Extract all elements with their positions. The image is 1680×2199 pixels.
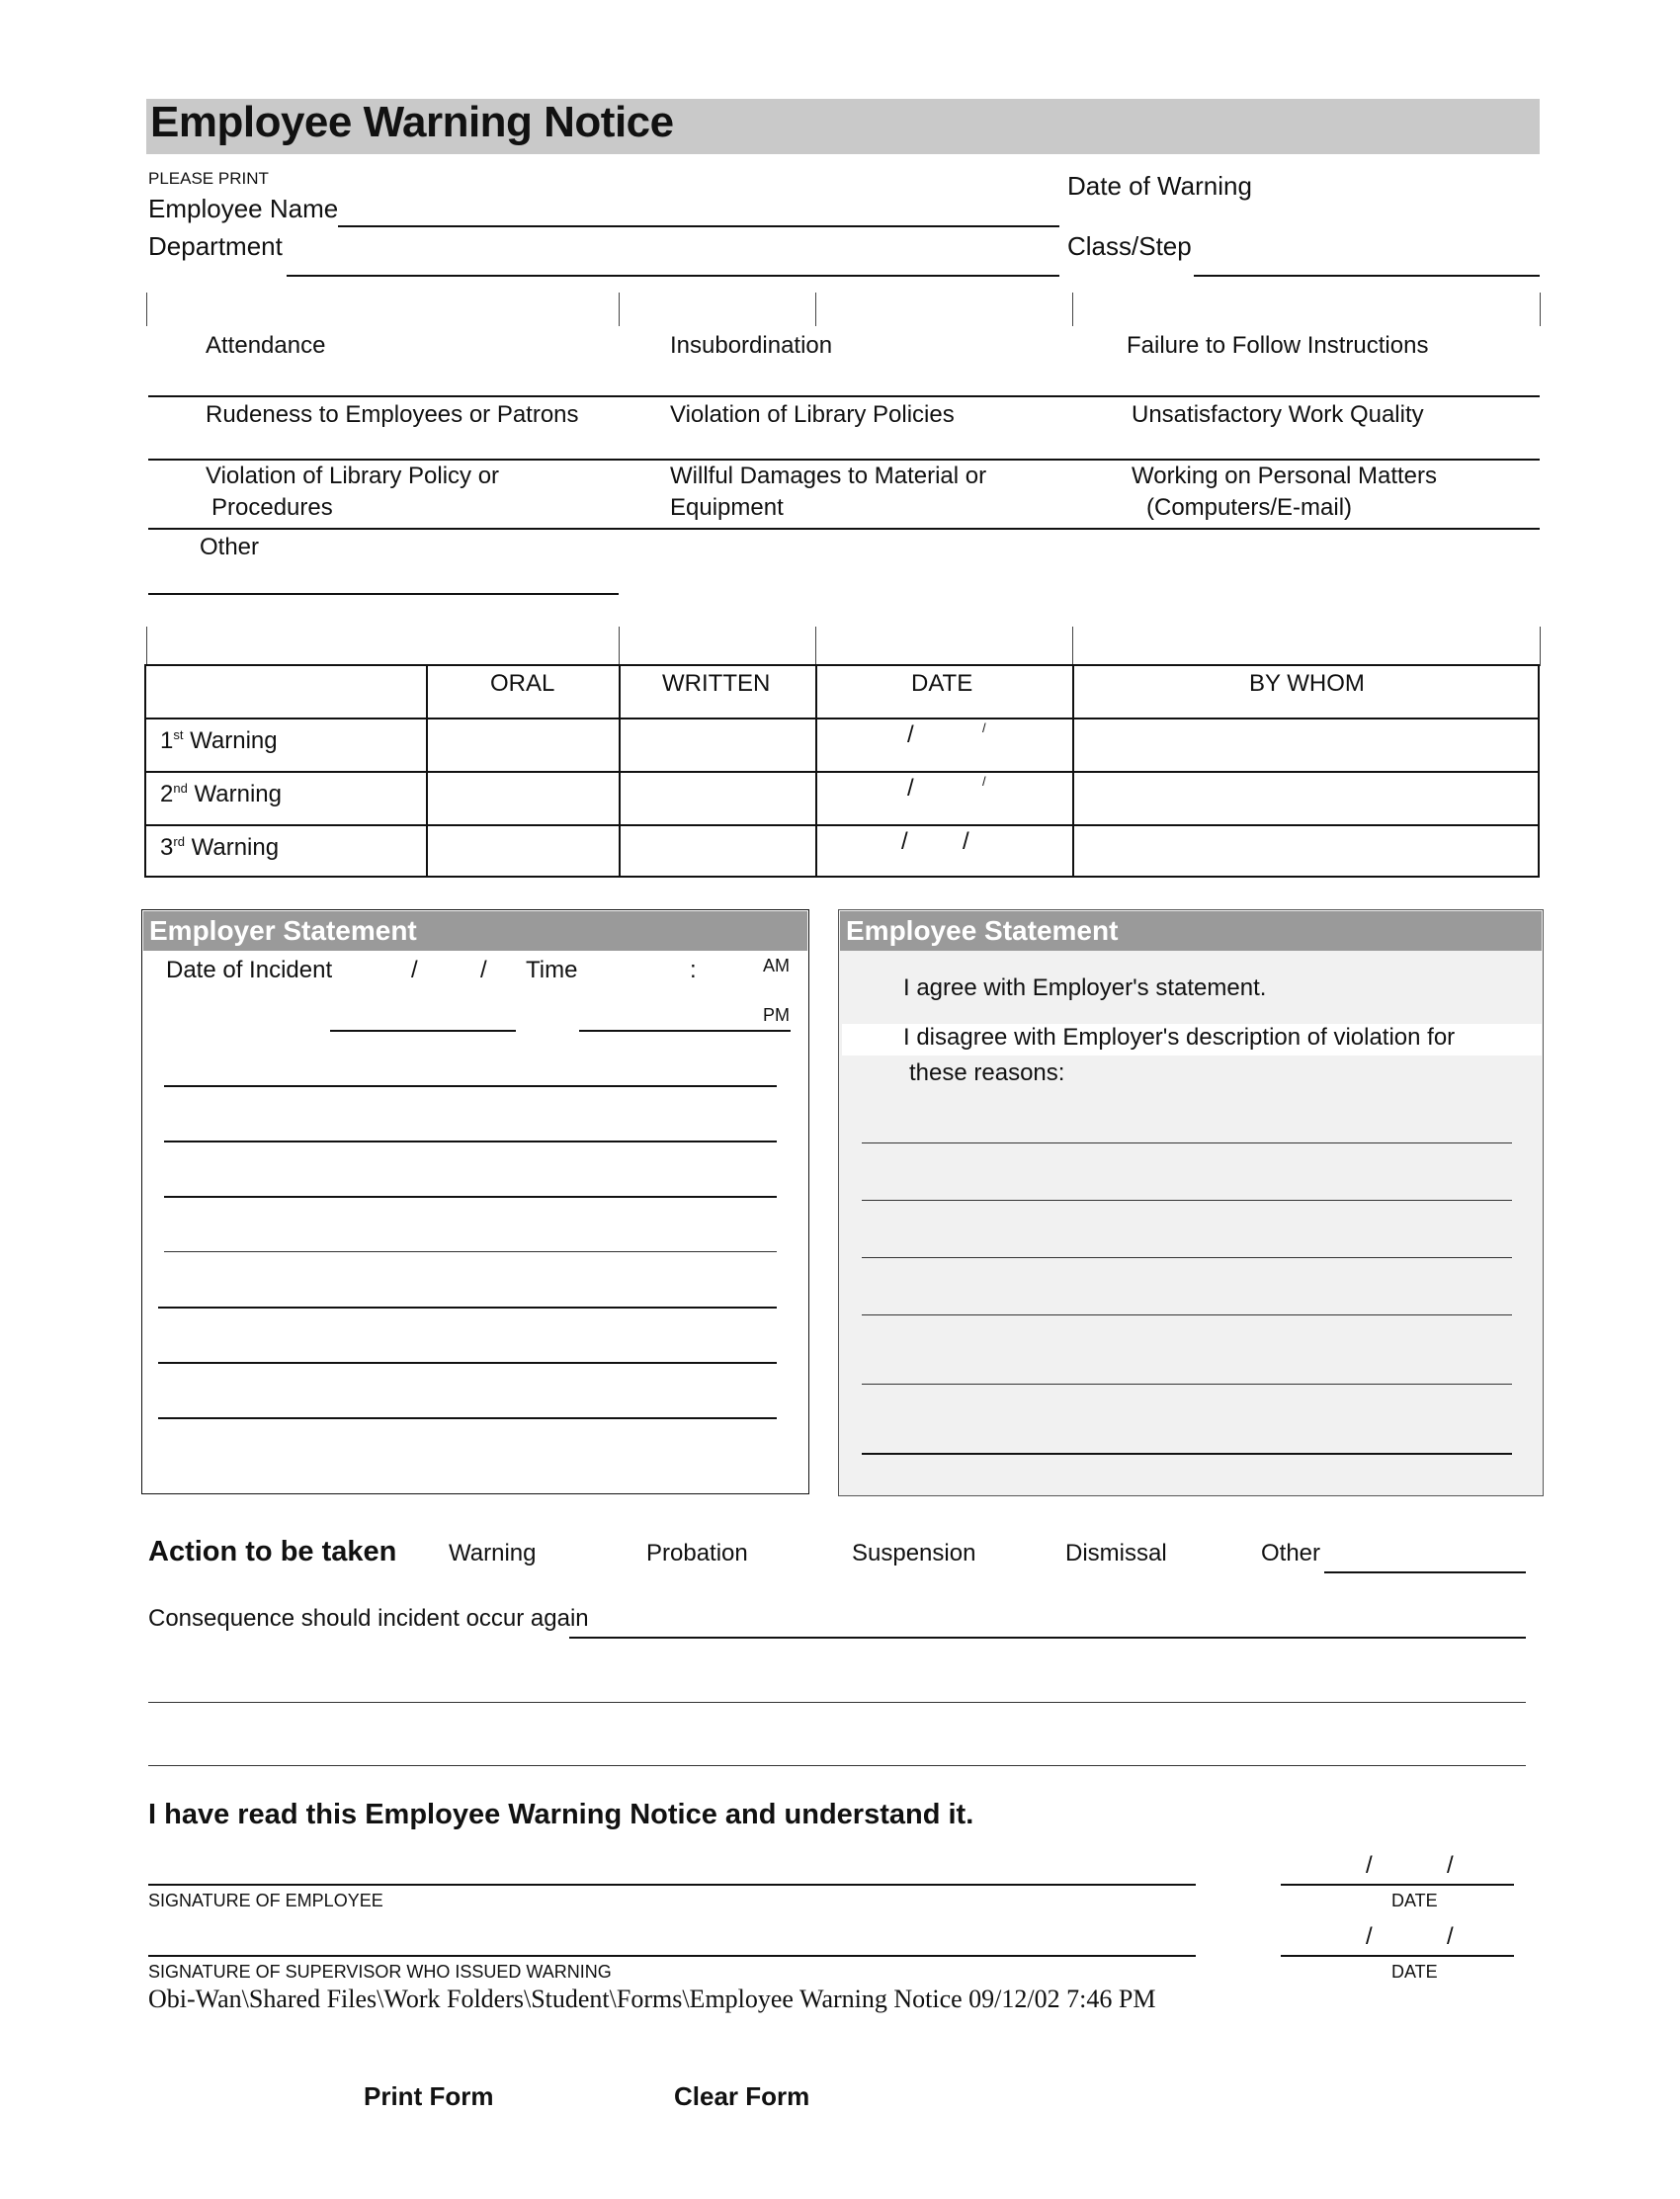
action-dismissal[interactable]: Dismissal	[1065, 1540, 1167, 1566]
date-slash: /	[907, 721, 914, 748]
violation-rudeness[interactable]: Rudeness to Employees or Patrons	[206, 401, 579, 428]
action-heading: Action to be taken	[148, 1536, 397, 1567]
divider	[815, 293, 816, 326]
supervisor-signature-label: SIGNATURE OF SUPERVISOR WHO ISSUED WARNING	[148, 1962, 612, 1982]
violation-failure-to-follow[interactable]: Failure to Follow Instructions	[1127, 332, 1429, 359]
date-slash: /	[982, 720, 986, 735]
these-reasons-label: these reasons:	[909, 1059, 1065, 1086]
violation-willful-damages-line1[interactable]: Willful Damages to Material or	[670, 463, 987, 489]
reason-line[interactable]	[862, 1384, 1512, 1385]
date-slash: /	[1447, 1923, 1454, 1950]
divider	[146, 293, 147, 326]
divider	[1540, 627, 1541, 666]
violation-policy-procedures-line1[interactable]: Violation of Library Policy or	[206, 463, 500, 489]
violation-attendance[interactable]: Attendance	[206, 332, 326, 359]
divider	[148, 395, 1540, 397]
statement-line[interactable]	[158, 1417, 777, 1419]
date-slash: /	[1366, 1923, 1373, 1950]
divider	[815, 627, 816, 666]
supervisor-signature-line[interactable]	[148, 1955, 1196, 1957]
time-label: Time	[526, 957, 578, 983]
action-suspension[interactable]: Suspension	[852, 1540, 976, 1566]
date-of-warning-label: Date of Warning	[1067, 171, 1252, 201]
employee-name-field[interactable]	[338, 200, 1059, 227]
violation-personal-matters-line2: (Computers/E-mail)	[1146, 494, 1353, 521]
clear-form-button[interactable]: Clear Form	[674, 2081, 810, 2111]
divider	[144, 718, 1540, 719]
action-probation[interactable]: Probation	[646, 1540, 748, 1566]
col-header-date: DATE	[911, 670, 973, 697]
divider	[144, 824, 1540, 826]
violation-insubordination[interactable]: Insubordination	[670, 332, 833, 359]
department-field[interactable]	[287, 249, 1059, 277]
statement-line[interactable]	[158, 1362, 777, 1364]
col-header-written: WRITTEN	[662, 670, 771, 697]
date-slash: /	[480, 957, 487, 983]
violation-other[interactable]: Other	[200, 534, 260, 560]
action-warning[interactable]: Warning	[449, 1540, 537, 1566]
warning-row-label: 3rd Warning	[160, 834, 280, 861]
class-step-field[interactable]	[1194, 249, 1540, 277]
other-violation-field[interactable]	[148, 567, 619, 595]
employee-name-label: Employee Name	[148, 194, 339, 223]
time-colon: :	[690, 957, 697, 983]
statement-line[interactable]	[164, 1141, 777, 1142]
am-option[interactable]: AM	[763, 956, 790, 975]
statement-line[interactable]	[164, 1196, 777, 1198]
date-slash: /	[1447, 1852, 1454, 1879]
reason-line[interactable]	[862, 1257, 1512, 1258]
time-underline	[579, 1030, 791, 1032]
divider	[815, 664, 817, 878]
statement-line[interactable]	[164, 1251, 777, 1252]
supervisor-date-line[interactable]	[1281, 1955, 1514, 1957]
date-underline	[330, 1030, 516, 1032]
divider	[1072, 664, 1074, 878]
violation-personal-matters-line1[interactable]: Working on Personal Matters	[1132, 463, 1438, 489]
employer-statement-panel	[141, 909, 809, 1494]
consequence-label: Consequence should incident occur again	[148, 1605, 589, 1632]
divider	[1072, 293, 1073, 326]
acknowledgement-text: I have read this Employee Warning Notice and understand it.	[148, 1799, 974, 1830]
violation-work-quality[interactable]: Unsatisfactory Work Quality	[1132, 401, 1424, 428]
reason-line[interactable]	[862, 1142, 1512, 1143]
class-step-label: Class/Step	[1067, 231, 1192, 261]
consequence-line[interactable]	[148, 1702, 1526, 1703]
employee-date-label: DATE	[1391, 1891, 1438, 1910]
col-header-oral: ORAL	[490, 670, 555, 697]
divider	[1540, 293, 1541, 326]
date-slash: /	[411, 957, 418, 983]
employee-signature-label: SIGNATURE OF EMPLOYEE	[148, 1891, 383, 1910]
col-header-by-whom: BY WHOM	[1249, 670, 1365, 697]
statement-line[interactable]	[158, 1307, 777, 1309]
employee-signature-line[interactable]	[148, 1884, 1196, 1886]
disagree-option[interactable]: I disagree with Employer's description of violation for	[903, 1024, 1456, 1051]
date-slash: /	[963, 828, 969, 855]
violation-library-policies[interactable]: Violation of Library Policies	[670, 401, 955, 428]
divider	[619, 627, 620, 666]
page-title: Employee Warning Notice	[150, 98, 674, 146]
violation-policy-procedures-line2: Procedures	[211, 494, 333, 521]
supervisor-date-label: DATE	[1391, 1962, 1438, 1982]
divider	[619, 664, 621, 878]
employer-statement-heading: Employer Statement	[143, 911, 807, 951]
date-slash: /	[901, 828, 908, 855]
action-other-field[interactable]	[1324, 1546, 1526, 1573]
date-slash: /	[1366, 1852, 1373, 1879]
divider	[146, 627, 147, 666]
file-path-footer: Obi-Wan\Shared Files\Work Folders\Student\Forms\Employee Warning Notice 09/12/02 7:46 PM	[148, 1985, 1156, 2013]
warning-row-label: 1st Warning	[160, 727, 278, 754]
statement-line[interactable]	[164, 1085, 777, 1087]
divider	[144, 771, 1540, 773]
reason-line[interactable]	[862, 1453, 1512, 1455]
date-of-incident-label: Date of Incident	[166, 957, 333, 983]
divider	[1072, 627, 1073, 666]
employee-statement-heading: Employee Statement	[840, 911, 1542, 951]
divider	[426, 664, 428, 878]
divider	[148, 528, 1540, 530]
reason-line[interactable]	[862, 1314, 1512, 1315]
divider	[148, 459, 1540, 461]
consequence-field[interactable]	[569, 1611, 1526, 1639]
date-slash: /	[907, 775, 914, 802]
agree-option[interactable]: I agree with Employer's statement.	[903, 974, 1267, 1001]
reason-line[interactable]	[862, 1200, 1512, 1201]
violation-willful-damages-line2: Equipment	[670, 494, 784, 521]
consequence-line[interactable]	[148, 1765, 1526, 1766]
employee-date-line[interactable]	[1281, 1884, 1514, 1886]
pm-option[interactable]: PM	[763, 1005, 790, 1025]
divider	[619, 293, 620, 326]
print-form-button[interactable]: Print Form	[364, 2081, 494, 2111]
please-print-label: PLEASE PRINT	[148, 169, 269, 188]
date-slash: /	[982, 774, 986, 789]
warning-row-label: 2nd Warning	[160, 781, 282, 807]
action-other[interactable]: Other	[1261, 1540, 1321, 1566]
department-label: Department	[148, 231, 283, 261]
